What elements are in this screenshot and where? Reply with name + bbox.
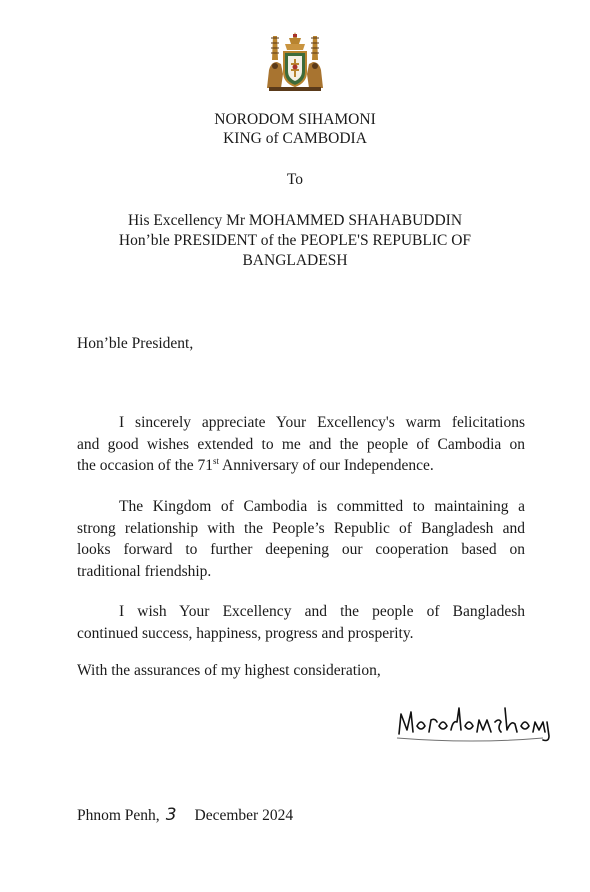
paragraph-1-line-1: I sincerely appreciate Your Excellency's warm felicitations [119, 414, 525, 431]
paragraph-1-line-3 [77, 455, 525, 477]
paragraph-2 [77, 496, 525, 582]
closing-line: With the assurances of my highest consideration, [77, 662, 381, 679]
paragraph-1 [77, 412, 525, 477]
paragraph-2-line-1: The Kingdom of Cambodia is committed to maintaining a [119, 498, 525, 515]
paragraph-3 [77, 601, 525, 644]
date-month-year: December 2024 [194, 807, 294, 824]
paragraph-2-line-3: looks forward to further deepening our cooperation based on [77, 541, 525, 558]
date-line [77, 806, 293, 825]
recipient-line-1: His Excellency Mr MOHAMMED SHAHABUDDIN [127, 212, 463, 229]
anniversary-text: Anniversary of our Independence. [219, 457, 434, 474]
to-label: To [286, 171, 304, 188]
sender-name: NORODOM SIHAMONI [214, 111, 376, 128]
sender-title: KING of CAMBODIA [223, 130, 367, 147]
paragraph-2-line-4: traditional friendship. [77, 562, 212, 580]
paragraph-1-line-2: and good wishes extended to me and the people of Cambodia on [77, 435, 525, 453]
recipient-line-2: Hon’ble PRESIDENT of the PEOPLE'S REPUBLIC OF [118, 232, 472, 249]
royal-emblem-icon [263, 30, 327, 94]
paragraph-2-line-2: strong relationship with the People’s Republic of Bangladesh and [77, 519, 525, 537]
ordinal-number: the occasion of the 71 [77, 457, 214, 474]
paragraph-3-line-1: I wish Your Excellency and the people of Bangladesh [119, 603, 525, 620]
date-place: Phnom Penh, [77, 807, 160, 824]
salutation: Hon’ble President, [77, 335, 194, 352]
paragraph-3-line-2: continued success, happiness, progress and prosperity. [77, 624, 414, 642]
date-day: 3 [165, 805, 177, 825]
handwritten-signature [393, 700, 553, 744]
recipient-line-3: BANGLADESH [242, 252, 348, 269]
ordinal-suffix: st [213, 455, 220, 466]
